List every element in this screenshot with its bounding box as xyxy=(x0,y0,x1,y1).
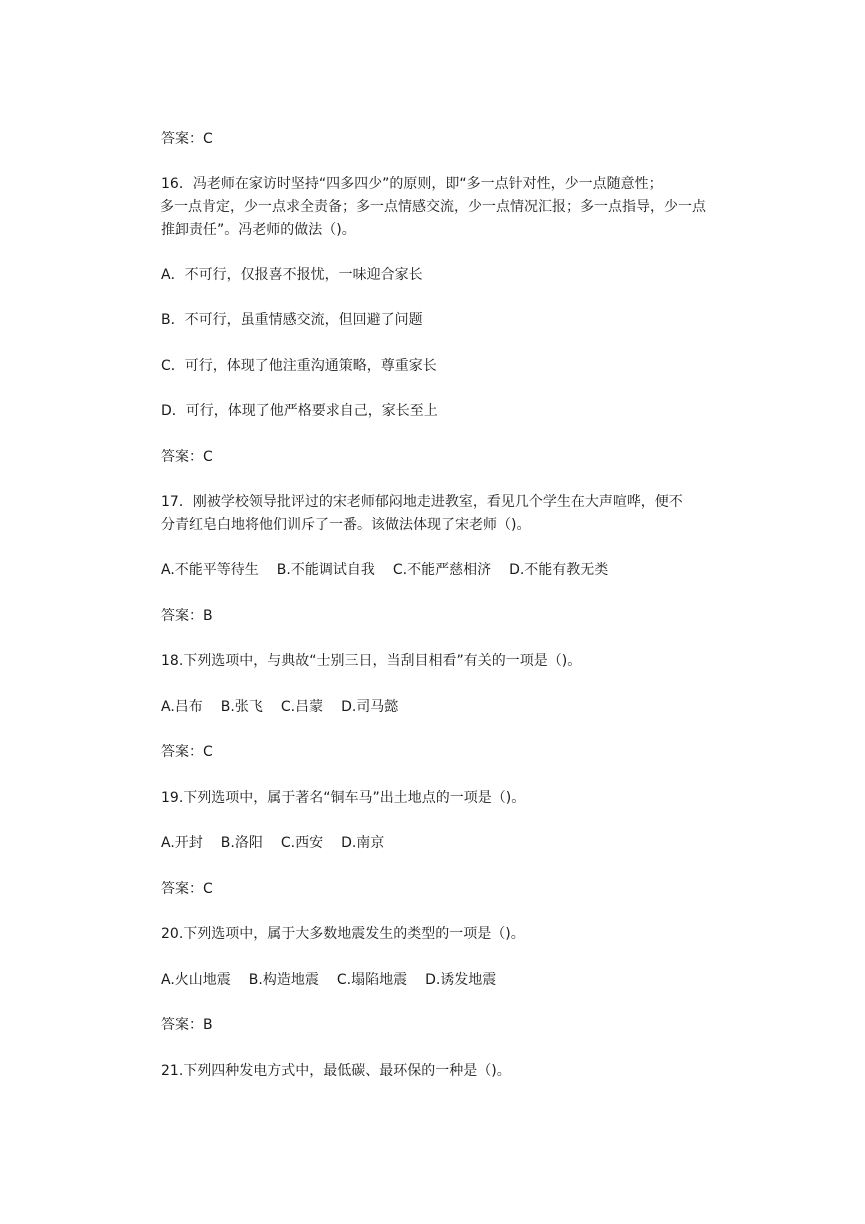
option-17-a: A.不能平等待生 xyxy=(161,562,259,578)
question-16-line-3: 推卸责任”。冯老师的做法（)。 xyxy=(161,222,356,238)
option-20-d: D.诱发地震 xyxy=(425,972,497,988)
answer-17: 答案：B xyxy=(161,608,213,624)
option-18-a: A.吕布 xyxy=(161,699,203,715)
option-19-b: B.洛阳 xyxy=(220,835,263,851)
question-19: 19.下列选项中，属于著名“铜车马”出土地点的一项是（)。 xyxy=(161,790,526,806)
answer-20: 答案：B xyxy=(161,1017,213,1033)
question-20: 20.下列选项中，属于大多数地震发生的类型的一项是（)。 xyxy=(161,926,525,942)
option-16-b: B．不可行，虽重情感交流，但回避了问题 xyxy=(161,312,423,328)
option-20-b: B.构造地震 xyxy=(248,972,319,988)
question-21: 21.下列四种发电方式中，最低碳、最环保的一种是（)。 xyxy=(161,1063,511,1079)
answer-19: 答案：C xyxy=(161,881,213,897)
question-18: 18.下列选项中，与典故“士别三日，当刮目相看”有关的一项是（)。 xyxy=(161,653,582,669)
option-20-a: A.火山地震 xyxy=(161,972,231,988)
option-16-c: C．可行，体现了他注重沟通策略，尊重家长 xyxy=(161,358,437,374)
option-20-c: C.塌陷地震 xyxy=(336,972,408,988)
question-16-line-2: 多一点肯定，少一点求全责备；多一点情感交流，少一点情况汇报；多一点指导，少一点 xyxy=(160,199,706,215)
options-20 xyxy=(161,969,741,992)
option-17-c: C.不能严慈相济 xyxy=(392,562,492,578)
option-17-b: B.不能调试自我 xyxy=(276,562,375,578)
answer-18: 答案：C xyxy=(161,744,213,760)
answer-15: 答案：C xyxy=(161,131,213,147)
options-18 xyxy=(161,696,741,719)
option-18-b: B.张飞 xyxy=(220,699,263,715)
option-18-c: C.吕蒙 xyxy=(280,699,324,715)
question-16 xyxy=(161,173,741,242)
question-17-line-1: 17．刚被学校领导批评过的宋老师郁闷地走进教室，看见几个学生在大声喧哗，便不 xyxy=(161,494,683,510)
options-17 xyxy=(161,559,741,582)
option-16-a: A．不可行，仅报喜不报忧，一味迎合家长 xyxy=(161,267,423,283)
question-17 xyxy=(161,491,741,537)
question-17-line-2: 分青红皂白地将他们训斥了一番。该做法体现了宋老师（)。 xyxy=(161,517,531,533)
options-19 xyxy=(161,832,741,855)
option-19-d: D.南京 xyxy=(341,835,385,851)
option-17-d: D.不能有教无类 xyxy=(509,562,609,578)
question-16-line-1: 16．冯老师在家访时坚持“四多四少”的原则，即“多一点针对性，少一点随意性； xyxy=(161,176,663,192)
answer-16: 答案：C xyxy=(161,449,213,465)
option-16-d: D．可行，体现了他严格要求自己，家长至上 xyxy=(161,403,438,419)
option-19-c: C.西安 xyxy=(280,835,324,851)
option-19-a: A.开封 xyxy=(161,835,203,851)
option-18-d: D.司马懿 xyxy=(341,699,399,715)
